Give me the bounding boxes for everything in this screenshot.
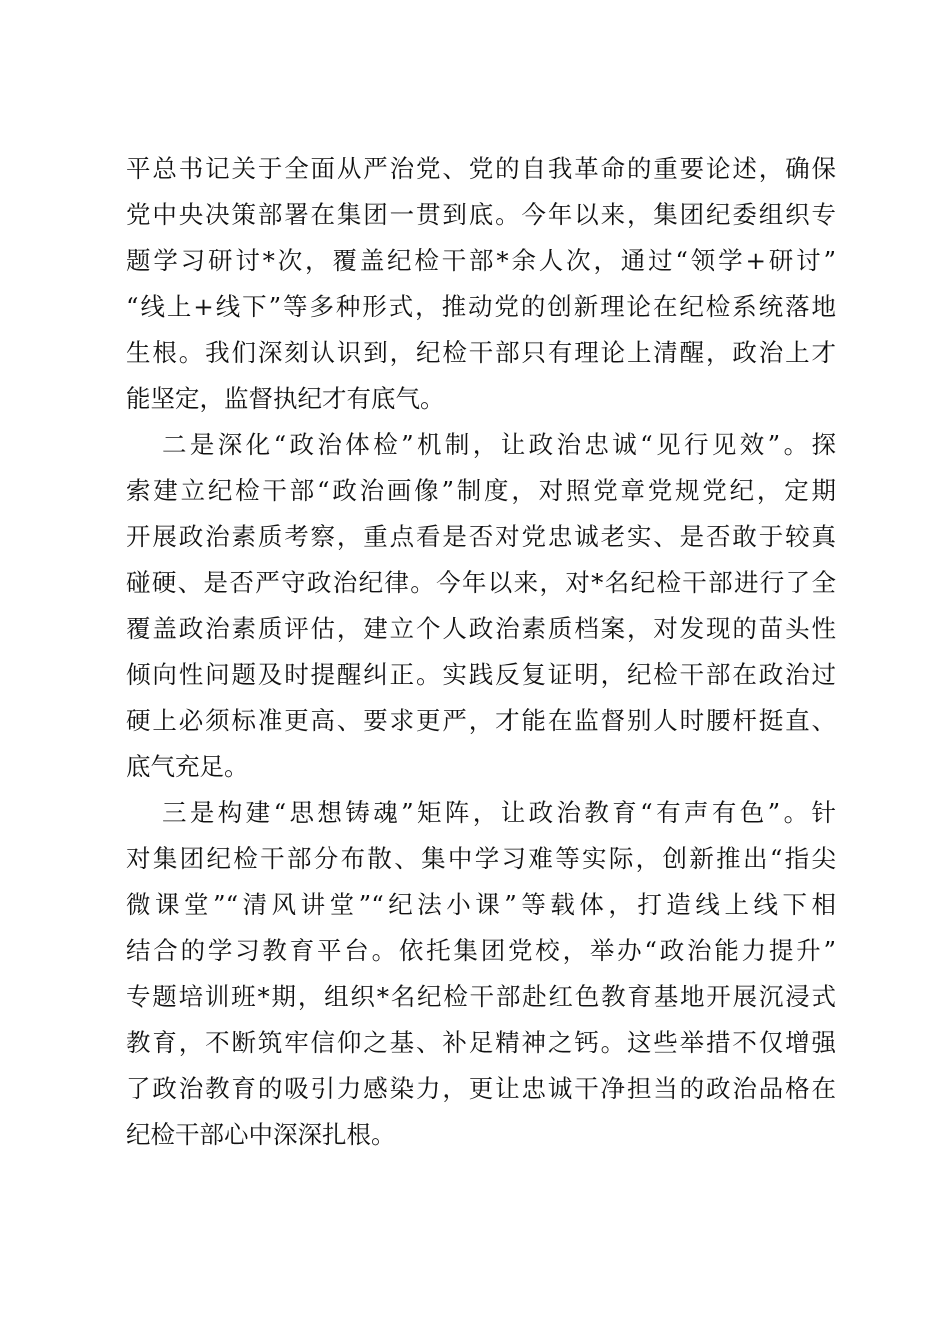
paragraph-3-line-7: 了政治教育的吸引力感染力，更让忠诚干净担当的政治品格在 [126, 1074, 836, 1103]
paragraph-3-line-1: 三是构建“思想铸魂”矩阵，让政治教育“有声有色”。针 [162, 798, 836, 827]
paragraph-3-line-4: 结合的学习教育平台。依托集团党校，举办“政治能力提升” [126, 936, 836, 965]
paragraph-1-line-4: “线上+线下”等多种形式，推动党的创新理论在纪检系统落地 [126, 292, 836, 321]
paragraph-1-line-6: 能坚定，监督执纪才有底气。 [126, 384, 445, 413]
paragraph-1-line-1: 平总书记关于全面从严治党、党的自我革命的重要论述，确保 [126, 154, 836, 183]
paragraph-3-line-2: 对集团纪检干部分布散、集中学习难等实际，创新推出“指尖 [126, 844, 836, 873]
paragraph-1-line-5: 生根。我们深刻认识到，纪检干部只有理论上清醒，政治上才 [126, 338, 836, 367]
paragraph-1-line-3: 题学习研讨*次，覆盖纪检干部*余人次，通过“领学+研讨” [126, 246, 836, 275]
paragraph-2-line-2: 索建立纪检干部“政治画像”制度，对照党章党规党纪，定期 [126, 476, 836, 505]
paragraph-2-line-8: 底气充足。 [126, 752, 249, 781]
body-text [126, 146, 836, 1158]
paragraph-3-line-8: 纪检干部心中深深扎根。 [126, 1120, 396, 1149]
paragraph-2-line-3: 开展政治素质考察，重点看是否对党忠诚老实、是否敢于较真 [126, 522, 836, 551]
paragraph-3-line-5: 专题培训班*期，组织*名纪检干部赴红色教育基地开展沉浸式 [126, 982, 836, 1011]
paragraph-2-line-4: 碰硬、是否严守政治纪律。今年以来，对*名纪检干部进行了全 [126, 568, 836, 597]
paragraph-2-line-7: 硬上必须标准更高、要求更严，才能在监督别人时腰杆挺直、 [126, 706, 836, 735]
paragraph-2-line-1: 二是深化“政治体检”机制，让政治忠诚“见行见效”。探 [162, 430, 836, 459]
paragraph-3-line-6: 教育，不断筑牢信仰之基、补足精神之钙。这些举措不仅增强 [126, 1028, 836, 1057]
paragraph-1-line-2: 党中央决策部署在集团一贯到底。今年以来，集团纪委组织专 [126, 200, 836, 229]
paragraph-2-line-6: 倾向性问题及时提醒纠正。实践反复证明，纪检干部在政治过 [126, 660, 836, 689]
paragraph-2-line-5: 覆盖政治素质评估，建立个人政治素质档案，对发现的苗头性 [126, 614, 836, 643]
paragraph-3-line-3: 微课堂”“清风讲堂”“纪法小课”等载体，打造线上线下相 [126, 890, 836, 919]
